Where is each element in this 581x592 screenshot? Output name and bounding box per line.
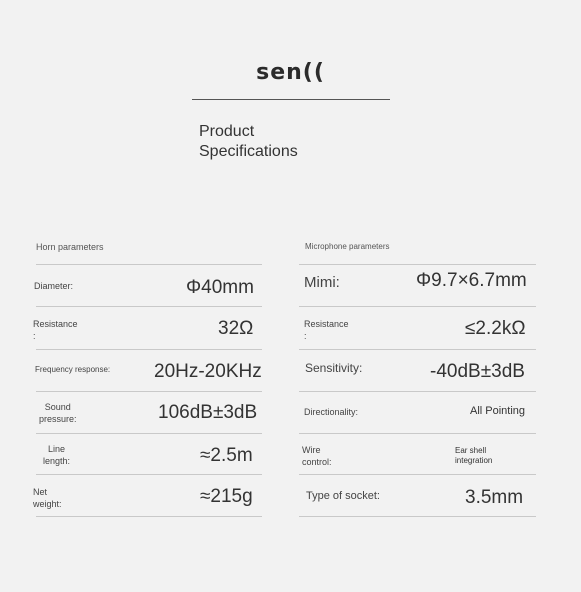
mic-row-directionality-value: All Pointing <box>470 405 526 417</box>
mic-header-divider <box>299 264 536 265</box>
horn-row-sound-pressure-label: Sound pressure: <box>39 402 77 424</box>
horn-row-divider <box>36 391 262 392</box>
mic-row-directionality-label: Directionality: <box>304 407 359 417</box>
mic-row-divider <box>299 306 536 307</box>
horn-row-sound-pressure-value: 106dB±3dB <box>158 402 258 423</box>
horn-parameters-header: Horn parameters <box>36 242 104 252</box>
horn-row-net-weight-value: ≈215g <box>200 486 253 507</box>
horn-row-net-weight-label: Net weight: <box>33 487 62 509</box>
horn-row-frequency-value: 20Hz-20KHz <box>154 361 262 382</box>
mic-parameters-header: Microphone parameters <box>305 242 390 251</box>
mic-row-sensitivity-label: Sensitivity: <box>305 361 363 375</box>
horn-row-line-length-value: ≈2.5m <box>200 445 253 466</box>
mic-row-divider <box>299 391 536 392</box>
horn-row-resistance-value: 32Ω <box>218 318 254 339</box>
mic-row-divider <box>299 349 536 350</box>
page-title <box>199 122 298 162</box>
horn-row-divider <box>36 433 262 434</box>
horn-row-diameter-label: Diameter: <box>34 281 74 291</box>
mic-row-wire-control-value: Ear shell integration <box>455 446 493 465</box>
mic-row-mimi-label: Mimi: <box>304 274 340 291</box>
horn-row-divider <box>36 516 262 517</box>
mic-row-divider <box>299 516 536 517</box>
mic-row-socket-value: 3.5mm <box>465 487 524 508</box>
mic-row-wire-control-label: Wire control: <box>302 445 332 467</box>
logo-divider <box>192 99 390 100</box>
horn-row-resistance-label: Resistance : <box>33 319 78 341</box>
brand-logo: sen(( <box>256 60 325 85</box>
mic-row-divider <box>299 474 536 475</box>
horn-row-line-length-label: Line length: <box>43 444 71 466</box>
page-title-line2: Specifications <box>199 143 298 160</box>
horn-row-frequency-label: Frequency response: <box>35 365 111 374</box>
mic-row-socket-label: Type of socket: <box>306 490 380 502</box>
page-title-line1: Product <box>199 123 255 140</box>
mic-row-resistance-label: Resistance : <box>304 319 349 341</box>
mic-row-resistance-value: ≤2.2kΩ <box>465 318 526 339</box>
horn-row-divider <box>36 306 262 307</box>
mic-row-mimi-value: Φ9.7×6.7mm <box>416 270 527 291</box>
horn-row-divider <box>36 474 262 475</box>
horn-row-divider <box>36 349 262 350</box>
mic-row-sensitivity-value: -40dB±3dB <box>430 361 525 382</box>
horn-row-diameter-value: Φ40mm <box>186 277 254 298</box>
mic-row-divider <box>299 433 536 434</box>
horn-header-divider <box>36 264 262 265</box>
